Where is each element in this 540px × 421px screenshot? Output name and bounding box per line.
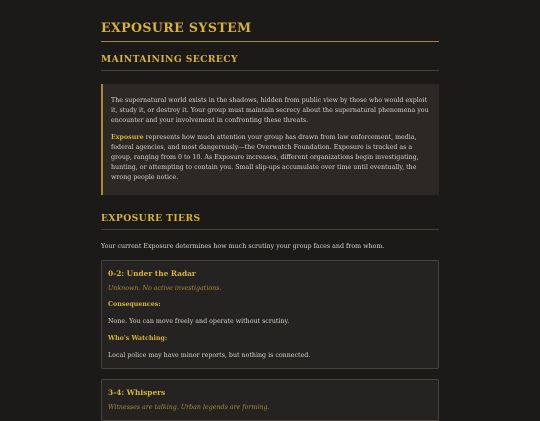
section-heading-tiers: EXPOSURE TIERS <box>101 213 439 230</box>
tier-consequences-label: Consequences: <box>108 301 161 308</box>
tier-card-under-the-radar <box>101 260 439 369</box>
secrecy-paragraph-2 <box>111 133 430 183</box>
tier-watching-text: Local police may have minor reports, but nothing is connected. <box>108 352 311 359</box>
tier-watching-label: Who's Watching: <box>108 335 168 342</box>
tier-subtitle: Witnesses are talking. Urban legends are forming. <box>108 404 270 411</box>
tier-subtitle: Unknown. No active investigations. <box>108 285 222 292</box>
secrecy-paragraph-2-text: represents how much attention your group has drawn from law enforcement, media, federal agencies, and most dangerously—the Overwatch Foundation. Exposure is tracked as a group, ranging from 0 to 10. As Exposure increases, different organizations begin investigating, hunting, or attempting to contain you. Small slip-ups accumulate over time until eventually, the wrong people notice. <box>111 134 419 181</box>
page-title: EXPOSURE SYSTEM <box>101 19 439 42</box>
tier-consequences-text: None. You can move freely and operate without scrutiny. <box>108 318 290 325</box>
exposure-system-page <box>101 0 439 421</box>
tier-title: 3-4: Whispers <box>108 388 166 397</box>
tier-title: 0-2: Under the Radar <box>108 269 196 278</box>
tier-card-whispers <box>101 379 439 421</box>
secrecy-intro-box <box>101 84 439 195</box>
secrecy-paragraph-1: The supernatural world exists in the shadows, hidden from public view by those who would exploit it, study it, or destroy it. Your group must maintain secrecy about the supernatural phenomena you encounter and your involvement in confronting these threats. <box>111 97 429 124</box>
exposure-term: Exposure <box>111 134 144 141</box>
section-heading-secrecy: MAINTAINING SECRECY <box>101 54 439 71</box>
tiers-lead-text: Your current Exposure determines how much scrutiny your group faces and from whom. <box>101 243 385 250</box>
